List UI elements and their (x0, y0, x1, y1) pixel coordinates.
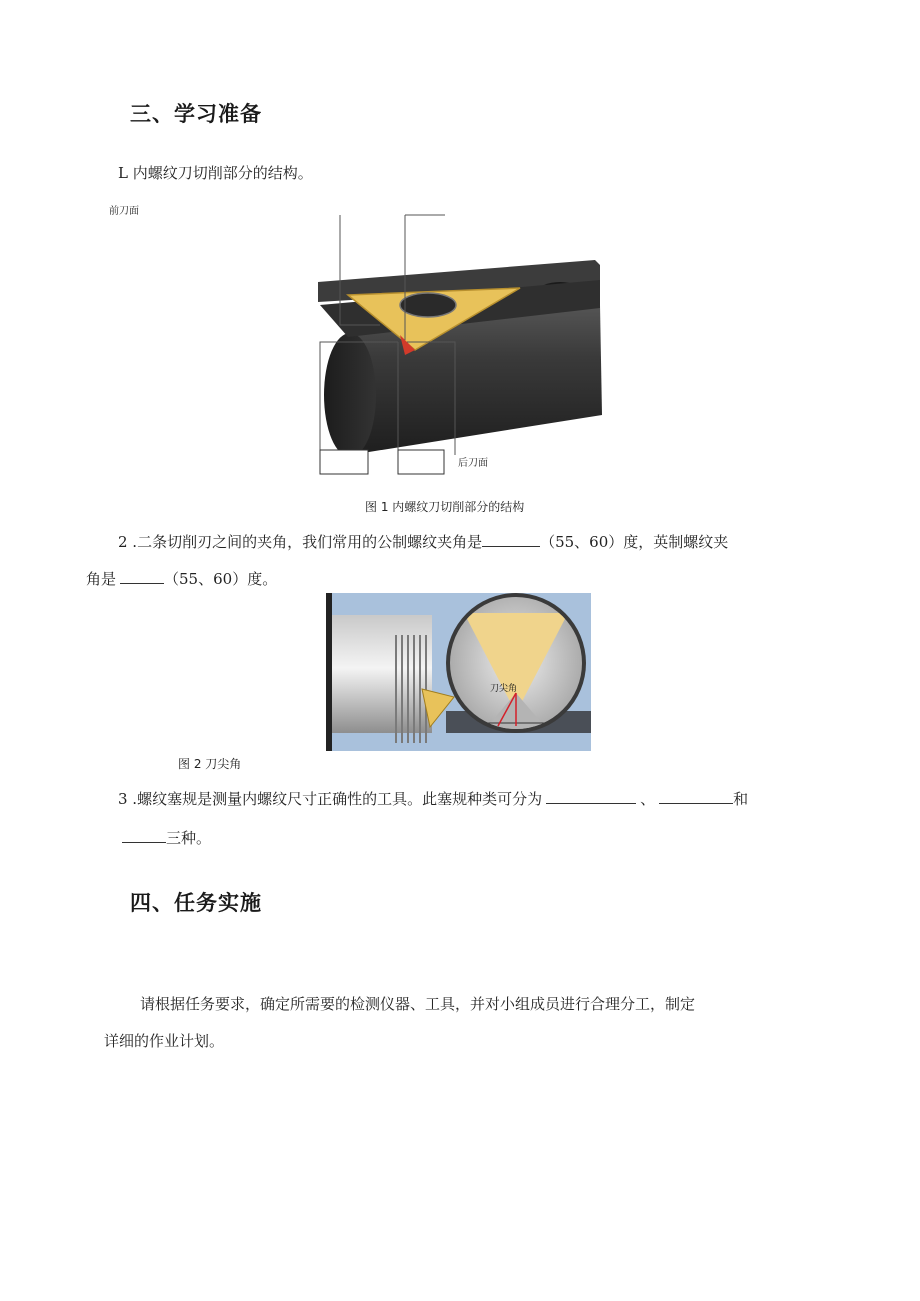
tip-angle-inset-label: 刀尖角 (490, 684, 518, 694)
item-3-separator: 、 (640, 790, 656, 808)
item-3-text-b: 三种。 (166, 829, 212, 847)
item-3-line-1 (118, 788, 748, 809)
item-2-line-1 (118, 531, 728, 552)
blank-label-box-1 (320, 450, 368, 474)
task-line-2: 详细的作业计划。 (104, 1032, 225, 1050)
section-heading-implementation: 四、任务实施 (130, 891, 262, 915)
figure-1-image (310, 210, 610, 480)
item-2-text-b: （55、60）度，英制螺纹夹 (540, 533, 729, 551)
figure-2-caption: 图 2 刀尖角 (178, 757, 242, 771)
blank-imperial-angle[interactable] (120, 569, 164, 584)
blank-gauge-type-2[interactable] (659, 789, 733, 804)
item-3-and: 和 (733, 790, 749, 808)
item-2-text-d: （55、60）度。 (164, 570, 278, 588)
photo-edge (326, 593, 332, 751)
figure-2-image (326, 593, 591, 751)
blank-metric-angle[interactable] (482, 532, 540, 547)
figure-1-caption: 图 1 内螺纹刀切削部分的结构 (365, 500, 525, 514)
tool-end-face (324, 333, 376, 457)
back-face-label: 后刀面 (458, 458, 488, 469)
item-3-line-2 (122, 827, 211, 848)
task-line-1: 请根据任务要求，确定所需要的检测仪器、工具，并对小组成员进行合理分工，制定 (140, 995, 696, 1013)
section-heading-preparation: 三、学习准备 (130, 102, 262, 126)
item-2-text-c: 角是 (86, 570, 117, 588)
blank-label-box-2 (398, 450, 444, 474)
item-2-line-2 (86, 568, 277, 589)
item-1-text: L 内螺纹刀切削部分的结构。 (118, 164, 313, 182)
front-face-label: 前刀面 (109, 206, 139, 217)
blank-gauge-type-1[interactable] (546, 789, 636, 804)
item-3-text-a: 3 .螺纹塞规是测量内螺纹尺寸正确性的工具。此塞规种类可分为 (118, 790, 543, 808)
blank-gauge-type-3[interactable] (122, 828, 166, 843)
workpiece-cylinder (332, 615, 432, 733)
item-2-text-a: 2 .二条切削刃之间的夹角，我们常用的公制螺纹夹角是 (118, 533, 483, 551)
insert-screw (400, 293, 456, 317)
